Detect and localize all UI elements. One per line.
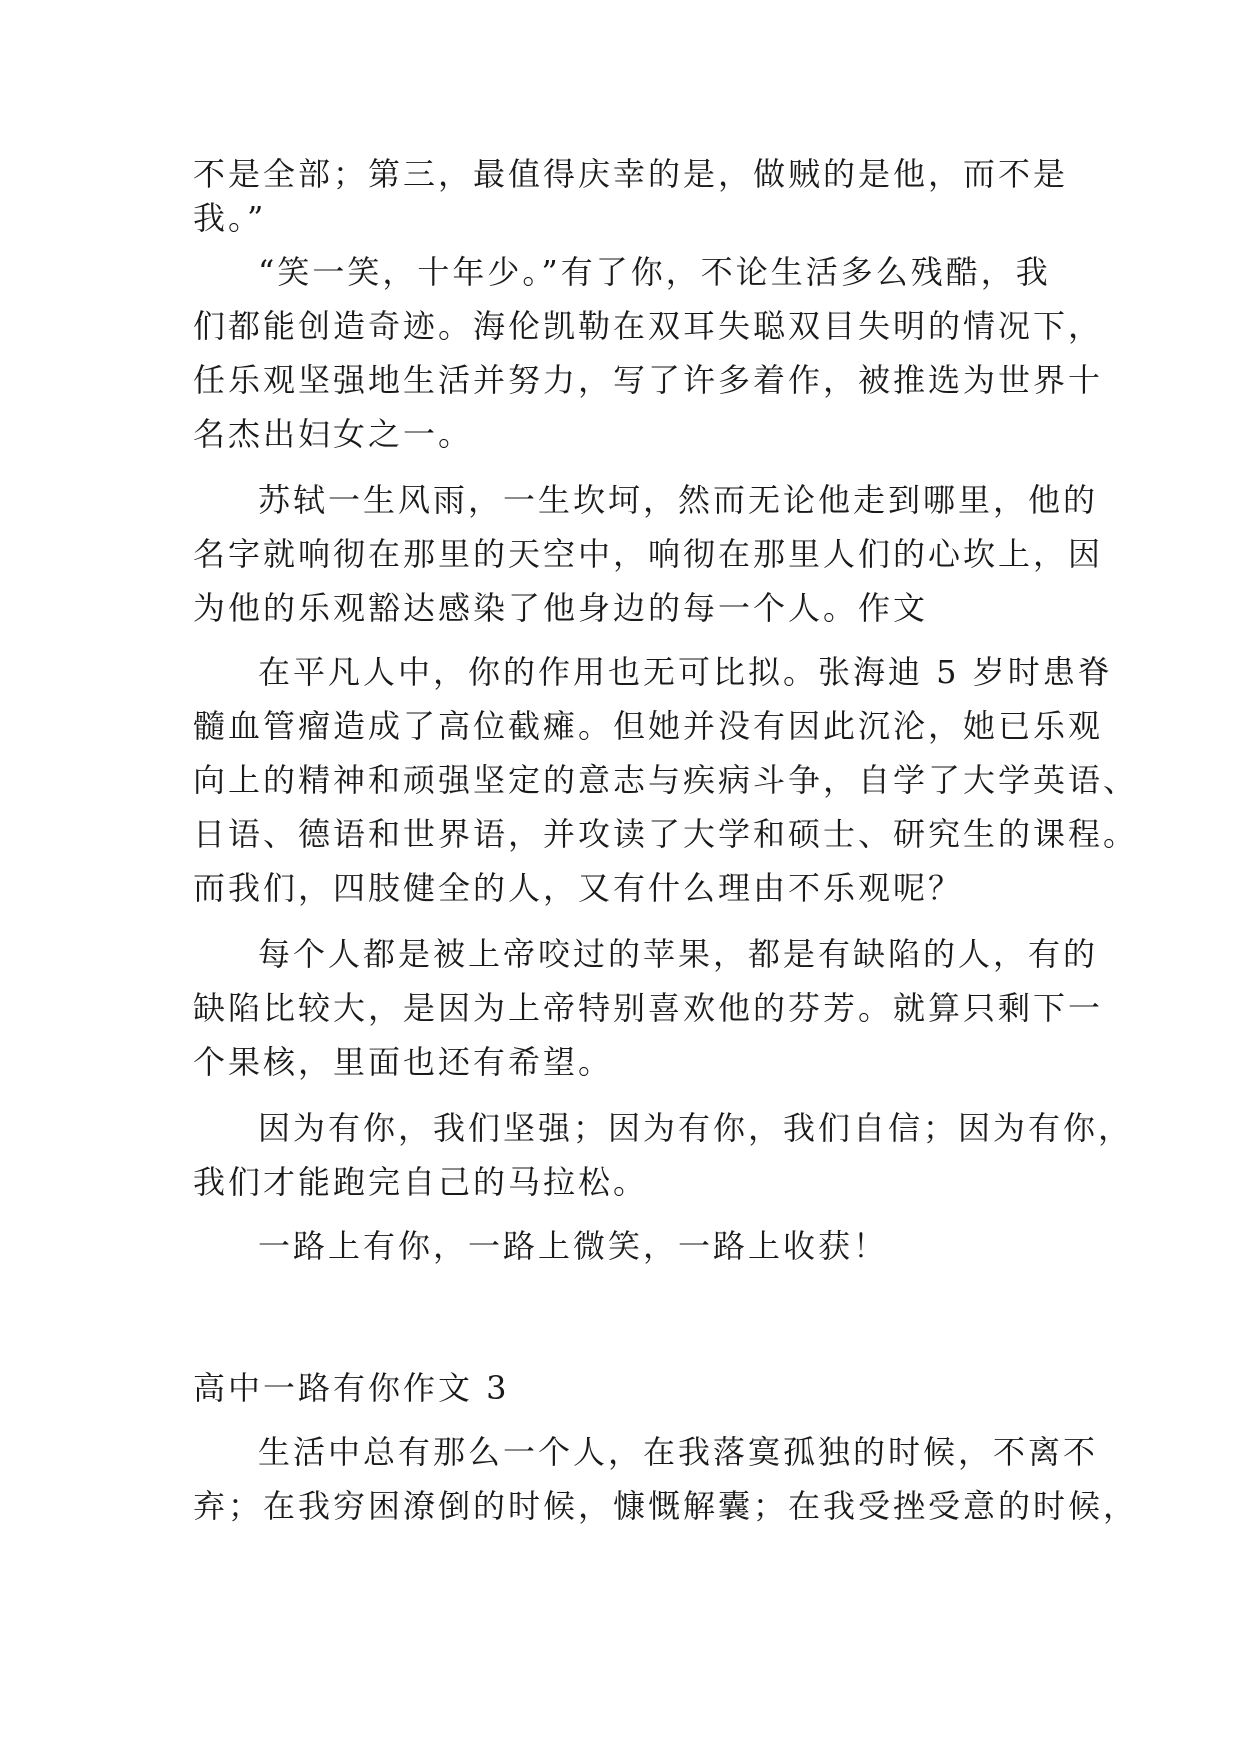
text-line: 缺陷比较大，是因为上帝特别喜欢他的芬芳。就算只剩下一 <box>193 989 1104 1027</box>
text-line: 名字就响彻在那里的天空中，响彻在那里人们的心坎上，因 <box>193 535 1104 573</box>
text-line: 我们才能跑完自己的马拉松。 <box>193 1163 649 1201</box>
text-line: 在平凡人中，你的作用也无可比拟。张海迪 5 岁时患脊 <box>258 653 1113 691</box>
text-line: 们都能创造奇迹。海伦凯勒在双耳失聪双目失明的情况下， <box>193 307 1104 345</box>
text-line: 任乐观坚强地生活并努力，写了许多着作，被推选为世界十 <box>193 361 1104 399</box>
text-line: 名杰出妇女之一。 <box>193 415 474 453</box>
text-line: 弃；在我穷困潦倒的时候，慷慨解囊；在我受挫受意的时候， <box>193 1487 1139 1525</box>
text-line: 生活中总有那么一个人，在我落寞孤独的时候，不离不 <box>258 1433 1099 1471</box>
text-line: 向上的精神和顽强坚定的意志与疾病斗争，自学了大学英语、 <box>193 761 1139 799</box>
text-line: 为他的乐观豁达感染了他身边的每一个人。作文 <box>193 589 929 627</box>
section-heading: 高中一路有你作文 3 <box>193 1369 510 1407</box>
text-line: 而我们，四肢健全的人，又有什么理由不乐观呢？ <box>193 869 964 907</box>
text-line: 苏轼一生风雨，一生坎坷，然而无论他走到哪里，他的 <box>258 481 1099 519</box>
text-line: 我。” <box>193 199 267 237</box>
text-line: 因为有你，我们坚强；因为有你，我们自信；因为有你， <box>258 1109 1134 1147</box>
text-line: 每个人都是被上帝咬过的苹果，都是有缺陷的人，有的 <box>258 935 1099 973</box>
text-line: 日语、德语和世界语，并攻读了大学和硕士、研究生的课程。 <box>193 815 1139 853</box>
text-line: 一路上有你，一路上微笑，一路上收获！ <box>258 1227 889 1265</box>
text-line: 髓血管瘤造成了高位截瘫。但她并没有因此沉沦，她已乐观 <box>193 707 1104 745</box>
text-line: 个果核，里面也还有希望。 <box>193 1043 614 1081</box>
text-line: “笑一笑，十年少。”有了你，不论生活多么残酷，我 <box>258 253 1051 291</box>
text-line: 不是全部；第三，最值得庆幸的是，做贼的是他，而不是 <box>193 155 1069 193</box>
